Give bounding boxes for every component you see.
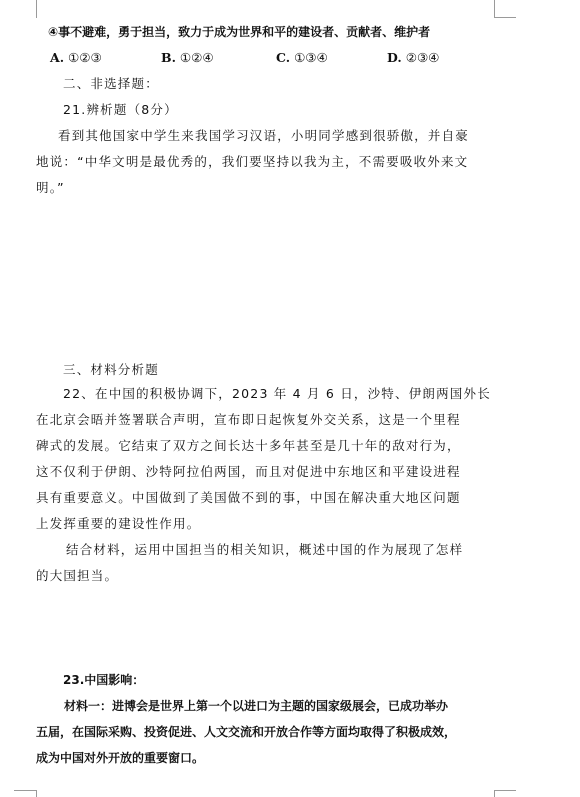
crop-mark-bottom-right-v xyxy=(494,790,495,797)
option-c-value: ①③④ xyxy=(294,50,328,65)
section-2-title: 二、非选择题： xyxy=(63,76,159,91)
crop-mark-bottom-right-h xyxy=(494,790,516,791)
q22-text-line-4: 这不仅利于伊朗、沙特阿拉伯两国，而且对促进中东地区和平建设进程 xyxy=(36,464,461,479)
q22-text-line-5: 具有重要意义。中国做到了美国做不到的事，中国在解决重大地区问题 xyxy=(36,490,461,505)
option-b-value: ①②④ xyxy=(179,50,214,65)
option-b xyxy=(161,50,214,66)
option-c-key: C. xyxy=(276,50,291,65)
crop-mark-bottom-left-v xyxy=(36,790,37,797)
q21-text-line-2: 地说：“中华文明是最优秀的，我们要坚持以我为主，不需要吸收外来文 xyxy=(36,154,469,169)
q22-text-line-3: 碑式的发展。它结束了双方之间长达十多年甚至是几十年的敌对行为， xyxy=(36,438,461,453)
crop-mark-top-right-h xyxy=(494,17,516,18)
q21-title: 21.辨析题（8分） xyxy=(63,102,178,117)
q22-text-line-1: 22、在中国的积极协调下，2023 年 4 月 6 日，沙特、伊朗两国外长 xyxy=(63,386,491,401)
section-3-title: 三、材料分析题 xyxy=(63,362,159,377)
crop-mark-top-left-v xyxy=(36,0,37,18)
q21-text-line-3: 明。” xyxy=(36,180,65,195)
option-c xyxy=(276,50,328,66)
option-d-value: ②③④ xyxy=(405,50,440,65)
crop-mark-top-right-v xyxy=(494,0,495,18)
q21-text-line-1: 看到其他国家中学生来我国学习汉语，小明同学感到很骄傲，并自豪 xyxy=(58,128,470,143)
q20-item-4: ④事不避难，勇于担当，致力于成为世界和平的建设者、贡献者、维护者 xyxy=(48,25,431,39)
q22-text-line-2: 在北京会晤并签署联合声明，宣布即日起恢复外交关系，这是一个里程 xyxy=(36,412,461,427)
option-d xyxy=(387,50,439,66)
q22-text-line-6: 上发挥重要的建设性作用。 xyxy=(36,516,201,531)
q23-material-line-1: 材料一：进博会是世界上第一个以进口为主题的国家级展会，已成功举办 xyxy=(64,699,449,713)
q23-material-line-2: 五届，在国际采购、投资促进、人文交流和开放合作等方面均取得了积极成效， xyxy=(36,725,457,739)
q23-title: 23.中国影响： xyxy=(63,673,145,687)
option-d-key: D. xyxy=(387,50,402,65)
q23-material-line-3: 成为中国对外开放的重要窗口。 xyxy=(36,751,205,765)
option-b-key: B. xyxy=(161,50,176,65)
q22-question-line-1: 结合材料，运用中国担当的相关知识，概述中国的作为展现了怎样 xyxy=(66,542,464,557)
option-a-value: ①②③ xyxy=(68,50,102,65)
q22-question-line-2: 的大国担当。 xyxy=(36,568,119,583)
crop-mark-bottom-left-h xyxy=(14,790,36,791)
option-a xyxy=(50,50,102,66)
option-a-key: A. xyxy=(50,50,65,65)
